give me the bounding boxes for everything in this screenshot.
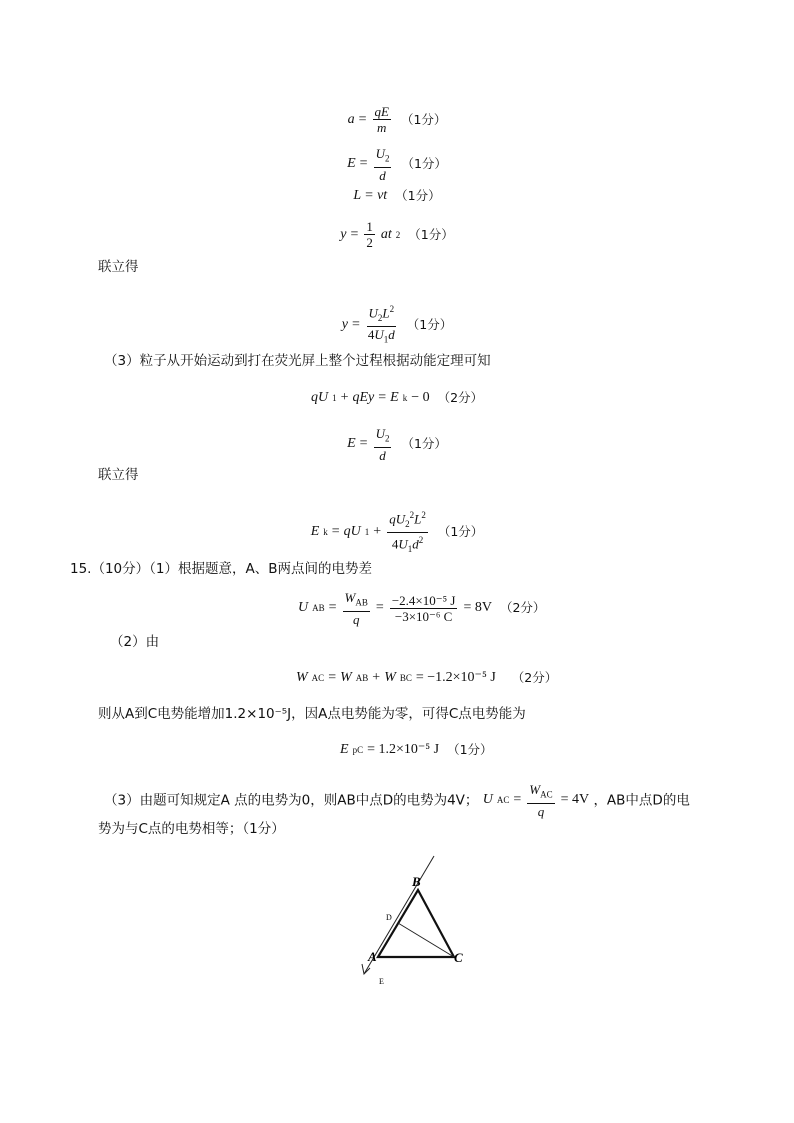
triangle-figure [350, 850, 463, 990]
lianli-text-2: 联立得 [98, 467, 139, 483]
q15-intro: 15.（10分）（1）根据题意，A、B两点间的电势差 [70, 561, 372, 577]
q15-part2-text: 则从A到C电势能增加1.2×10⁻⁵J，因A点电势能为零，可得C点电势能为 [98, 706, 526, 722]
triangle-abc [378, 890, 454, 957]
eq-length: L = vt （1分） [353, 188, 441, 203]
q15-part2: （2）由 [110, 634, 160, 650]
eq-wac: W AC = W AB + W BC = −1.2×10⁻⁵ J （2分） [296, 670, 558, 685]
eq-uab: U AB = $\frac{W_{AB}}{q}$ = $\frac{\text{−2.4×10⁻⁵ J}}{\text{−3×10⁻⁶ C}}$ = 8V （2分） [298, 590, 546, 627]
label-a: A [368, 949, 377, 964]
q15-part3-line2: 势为与C点的电势相等；（1分） [98, 821, 285, 837]
label-c: C [454, 950, 463, 965]
lianli-text-1: 联立得 [98, 259, 139, 275]
label-e: E [379, 977, 384, 986]
eq-ek-result: E k = qU 1 + $\frac{qU_2^2L^2}{4U_1d^2}$ （1分） [310, 510, 484, 554]
eq-epc: E pC = 1.2×10⁻⁵ J （1分） [340, 742, 493, 757]
eq-displacement: y = $\frac{1}{2}$ at 2 （1分） [340, 219, 454, 250]
eq-acceleration: a = $\frac{qE}{m}$ （1分） [347, 104, 447, 135]
eq-y-result: y = $\frac{U_2L^2}{4U_1d}$ （1分） [341, 304, 453, 345]
eq-field: E = $\frac{U_2}{d}$ （1分） [347, 146, 447, 183]
q15-part3-line1: （3）由题可知规定A 点的电势为0，则AB中点D的电势为4V； U AC = $\frac{W_{AC}}{q}$ = 4V ，AB中点D的电 [104, 782, 690, 819]
label-b: B [412, 874, 421, 889]
eq-field-2: E = $\frac{U_2}{d}$ （1分） [347, 426, 447, 463]
label-d: D [386, 913, 392, 922]
part3-intro: （3）粒子从开始运动到打在荧光屏上整个过程根据动能定理可知 [104, 353, 491, 369]
eq-energy: qU 1 + qEy = E k − 0 （2分） [310, 390, 484, 405]
